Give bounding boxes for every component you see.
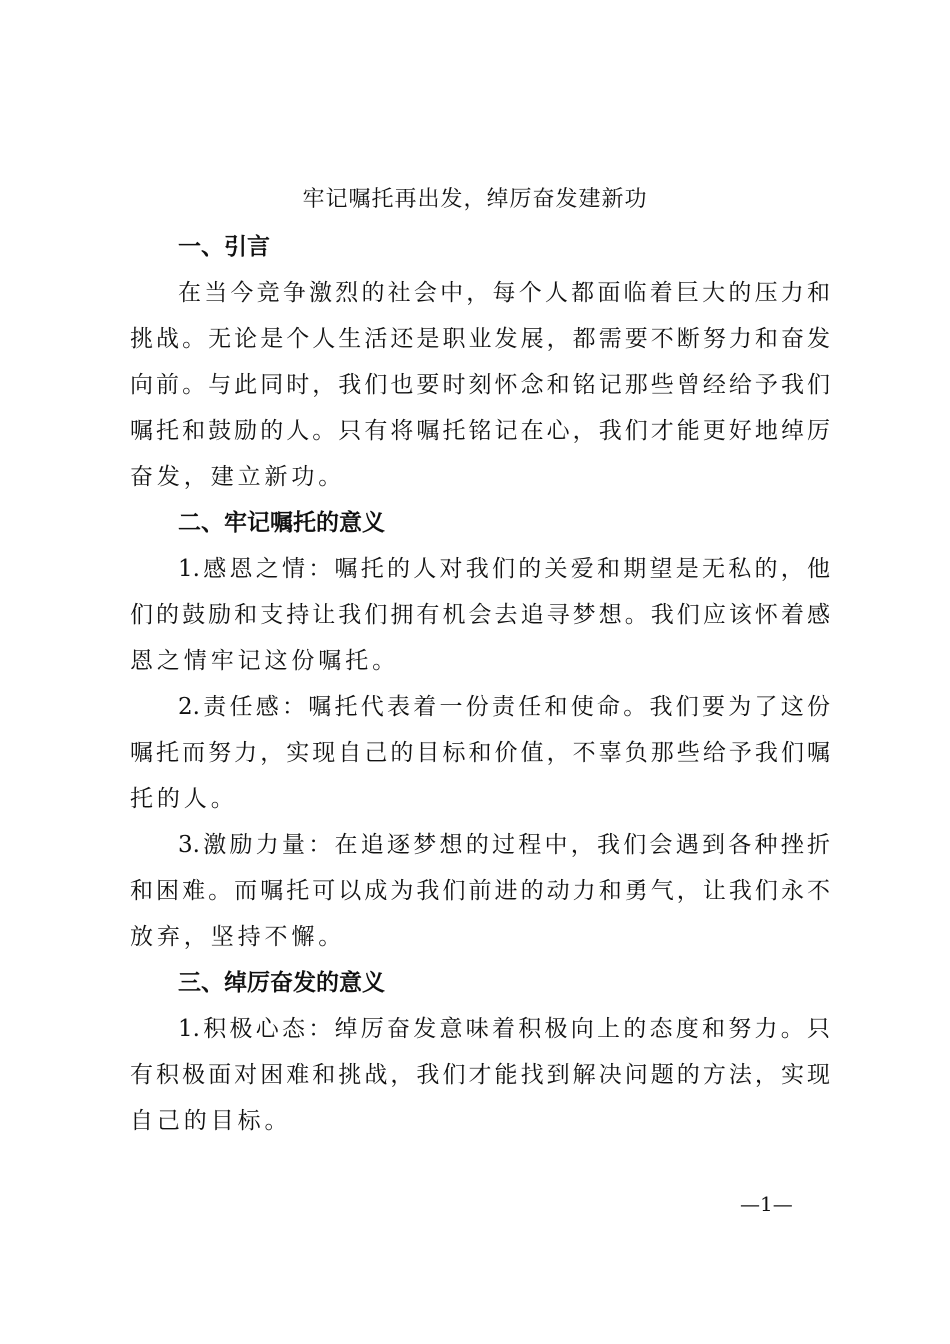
paragraph-line: 2.责任感：嘱托代表着一份责任和使命。我们要为了这份 [178, 694, 830, 720]
paragraph-line: 托的人。 [130, 786, 238, 812]
paragraph-line: 挑战。无论是个人生活还是职业发展，都需要不断努力和奋发 [130, 326, 830, 352]
paragraph-line: 3.激励力量：在追逐梦想的过程中，我们会遇到各种挫折 [178, 832, 830, 858]
paragraph-line: 有积极面对困难和挑战，我们才能找到解决问题的方法，实现 [130, 1062, 830, 1088]
page-number: —1— [740, 1192, 793, 1216]
paragraph-line: 放弃，坚持不懈。 [130, 924, 346, 950]
paragraph-line: 恩之情牢记这份嘱托。 [130, 648, 399, 674]
section-heading: 三、绰厉奋发的意义 [178, 970, 385, 996]
paragraph-line: 自己的目标。 [130, 1108, 292, 1134]
paragraph-line: 嘱托而努力，实现自己的目标和价值，不辜负那些给予我们嘱 [130, 740, 830, 766]
paragraph-line: 和困难。而嘱托可以成为我们前进的动力和勇气，让我们永不 [130, 878, 830, 904]
paragraph-line: 嘱托和鼓励的人。只有将嘱托铭记在心，我们才能更好地绰厉 [130, 418, 830, 444]
paragraph-line: 在当今竞争激烈的社会中，每个人都面临着巨大的压力和 [178, 280, 830, 306]
paragraph-line: 们的鼓励和支持让我们拥有机会去追寻梦想。我们应该怀着感 [130, 602, 830, 628]
document-title: 牢记嘱托再出发，绰厉奋发建新功 [302, 187, 648, 212]
paragraph-line: 1.积极心态：绰厉奋发意味着积极向上的态度和努力。只 [178, 1016, 830, 1042]
section-heading: 二、牢记嘱托的意义 [178, 510, 385, 536]
paragraph-line: 1.感恩之情：嘱托的人对我们的关爱和期望是无私的，他 [178, 556, 830, 582]
section-heading: 一、引言 [178, 234, 270, 260]
paragraph-line: 向前。与此同时，我们也要时刻怀念和铭记那些曾经给予我们 [130, 372, 830, 398]
paragraph-line: 奋发，建立新功。 [130, 464, 346, 490]
